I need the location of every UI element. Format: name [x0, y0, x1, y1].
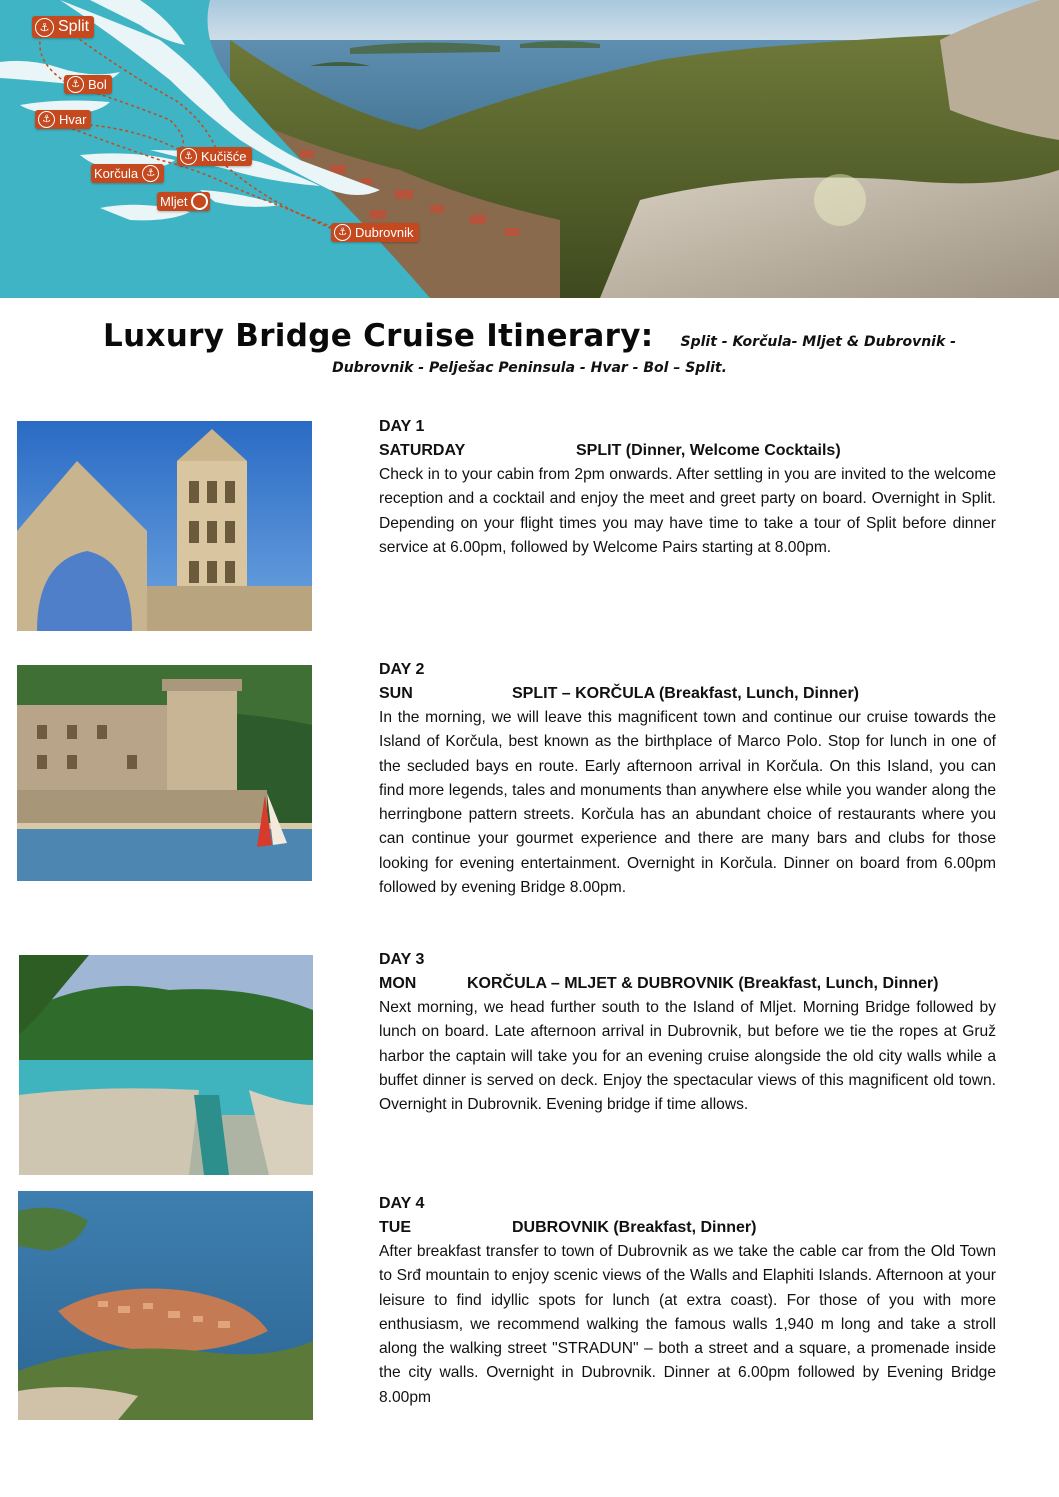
- panorama-photo: [0, 0, 1059, 298]
- day-description: Check in to your cabin from 2pm onwards. After settling in you are invited to the welcome reception and a cocktail and enjoy the meet and greet party on board. Overnight in Split. Depending on your flight times you may have time to take a tour of Split before dinner service at 6.00pm, followed by Welcome Pairs starting at 8.00pm.: [379, 466, 996, 556]
- route-subtitle-line1: Split - Korčula- Mljet & Dubrovnik -: [680, 334, 956, 350]
- anchor-icon: ⚓: [67, 76, 84, 93]
- port-label: Mljet: [160, 194, 188, 209]
- day-description: In the morning, we will leave this magnificent town and continue our cruise towards the Island of Korčula, best known as the birthplace of Marco Polo. Stop for lunch in one of the secluded bays en route. Early afternoon arrival in Korčula. On this Island, you can find more legends, tales and monuments than anywhere else while you wander along the herringbone pattern streets. Korčula has an abundant choice of restaurants where you can continue your gourmet experience and there are many bars and clubs for those looking for evening entertainment. Overnight in Korčula. Dinner on board from 6.00pm followed by evening Bridge 8.00pm.: [379, 709, 996, 897]
- day-label: DAY 1: [379, 418, 425, 435]
- port-label: Hvar: [59, 112, 87, 127]
- anchor-icon: ⚓: [38, 111, 55, 128]
- anchor-icon: ⚓: [35, 18, 54, 37]
- port-label: Bol: [88, 77, 107, 92]
- map-pin-dubrovnik: [331, 223, 419, 242]
- day1-section: [379, 415, 996, 560]
- day2-section: [379, 658, 996, 900]
- day1-photo-split-bell-tower: [17, 421, 312, 631]
- day-label: DAY 2: [379, 661, 425, 678]
- day-heading: [379, 439, 996, 463]
- day-route: DUBROVNIK (Breakfast, Dinner): [512, 1219, 757, 1236]
- weekday: TUE: [379, 1219, 411, 1236]
- port-label: Korčula: [94, 166, 139, 181]
- anchor-icon: ⚓: [334, 224, 351, 241]
- map-pin-korcula: [91, 164, 164, 183]
- day-heading: [379, 1216, 996, 1240]
- map-pin-split: [32, 16, 94, 38]
- weekday: SUN: [379, 685, 413, 702]
- day-route: SPLIT – KORČULA (Breakfast, Lunch, Dinner): [512, 685, 859, 702]
- day3-photo-mljet: [19, 955, 313, 1175]
- day-label: DAY 4: [379, 1195, 425, 1212]
- map-pin-bol: [64, 75, 112, 94]
- route-subtitle-line2: Dubrovnik - Pelješac Peninsula - Hvar - Bol – Split.: [332, 360, 727, 376]
- port-label: Dubrovnik: [355, 225, 414, 240]
- location-dot-icon: [191, 193, 208, 210]
- day-heading: [379, 972, 996, 996]
- day-route: KORČULA – MLJET & DUBROVNIK (Breakfast, Lunch, Dinner): [467, 975, 939, 992]
- day-description: Next morning, we head further south to the Island of Mljet. Morning Bridge followed by lunch on board. Late afternoon arrival in Dubrovnik, but before we tie the ropes at Gruž harbor the captain will take you for an evening cruise alongside the old city walls while a buffet dinner is served on deck. Enjoy the spectacular views of this magnificent old town. Overnight in Dubrovnik. Evening bridge if time allows.: [379, 999, 996, 1114]
- day4-section: [379, 1192, 996, 1410]
- weekday: SATURDAY: [379, 442, 466, 459]
- page-title: Luxury Bridge Cruise Itinerary:: [103, 318, 654, 354]
- day-description: After breakfast transfer to town of Dubrovnik as we take the cable car from the Old Town to Srđ mountain to enjoy scenic views of the Walls and Elaphiti Islands. Afternoon at your leisure to find idyllic spots for lunch (at extra coast). For those of you with more enthusiasm, we recommend walking the famous walls 1,940 m long and take a stroll along the walking street "STRADUN" – both a street and a square, a promenade inside the city walls. Overnight in Dubrovnik. Dinner at 6.00pm followed by Evening Bridge 8.00pm: [379, 1243, 996, 1406]
- day-route: SPLIT (Dinner, Welcome Cocktails): [576, 442, 841, 459]
- port-label: Split: [58, 18, 90, 35]
- weekday: MON: [379, 975, 417, 992]
- map-pin-mljet: [157, 192, 210, 211]
- anchor-icon: ⚓: [180, 148, 197, 165]
- anchor-icon: ⚓: [142, 165, 159, 182]
- port-label: Kučišće: [201, 149, 247, 164]
- day-label: DAY 3: [379, 951, 425, 968]
- map-pin-kucisce: [177, 147, 252, 166]
- day4-photo-dubrovnik: [18, 1191, 313, 1420]
- day2-photo-korcula: [17, 665, 312, 881]
- itinerary-title-block: [0, 318, 1059, 376]
- hero-banner: [0, 0, 1059, 298]
- day3-section: [379, 948, 996, 1117]
- map-pin-hvar: [35, 110, 91, 129]
- day-heading: [379, 682, 996, 706]
